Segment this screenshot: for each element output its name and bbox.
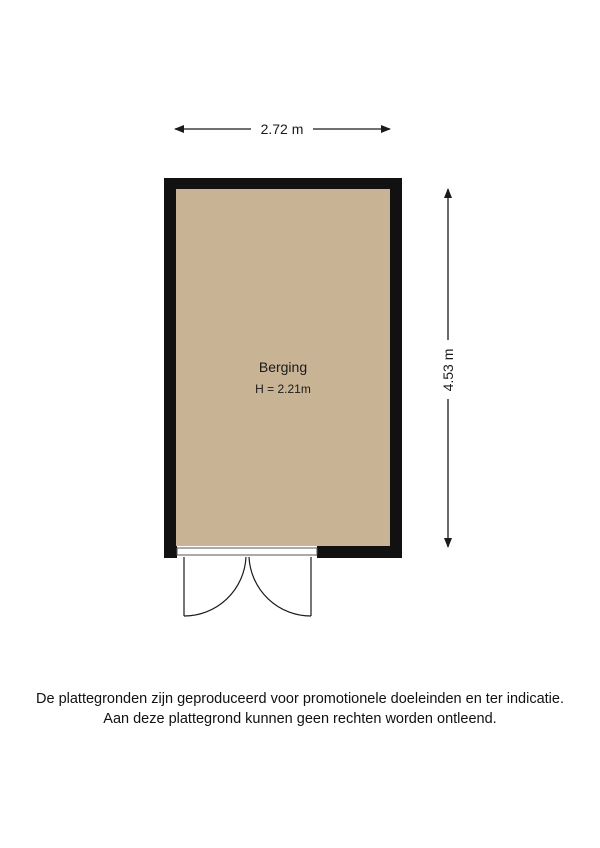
room-height: H = 2.21m bbox=[255, 382, 311, 396]
double-door bbox=[184, 557, 311, 616]
length-dimension bbox=[440, 189, 456, 547]
length-dimension-label: 4.53 m bbox=[440, 348, 456, 392]
width-dimension-label: 2.72 m bbox=[260, 121, 304, 137]
door-swing-right bbox=[249, 557, 311, 616]
disclaimer bbox=[0, 689, 600, 729]
disclaimer-line-1: De plattegronden zijn geproduceerd voor promotionele doeleinden en ter indicatie. bbox=[36, 691, 564, 707]
width-dimension bbox=[175, 121, 390, 137]
disclaimer-line-2: Aan deze plattegrond kunnen geen rechten worden ontleend. bbox=[103, 711, 497, 727]
door-opening bbox=[177, 546, 317, 558]
door-swing-left bbox=[184, 557, 246, 616]
room-name: Berging bbox=[258, 359, 308, 375]
